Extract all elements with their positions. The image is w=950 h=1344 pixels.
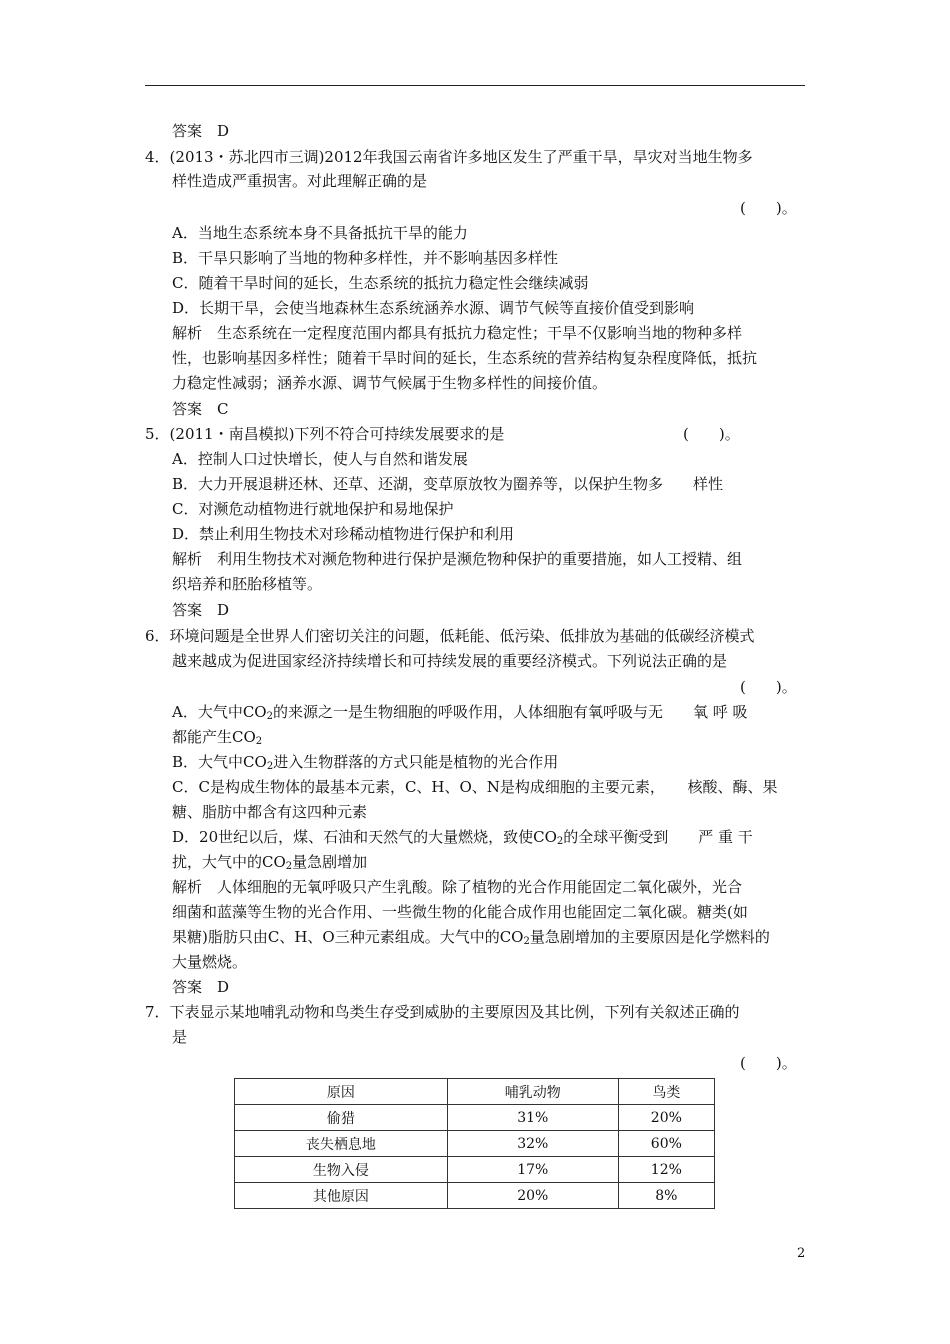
table-row [235,1157,715,1183]
q5-answer-blank: ( )。 [683,425,740,443]
table-cell: 其他原因 [235,1183,448,1209]
q6-option-c-line2: 糖、脂肪中都含有这四种元素 [172,803,368,821]
header-rule [145,85,805,86]
q6-option-d-line2: 扰，大气中的$CO_2$量急剧增加 [172,853,368,872]
table-header-cell: 鸟类 [618,1079,714,1105]
table-row [235,1131,715,1157]
table-row [235,1105,715,1131]
q4-analysis-line1: 解析 生态系统在一定程度范围内都具有抵抗力稳定性；干旱不仅影响当地的物种多样 [172,324,743,342]
table-cell: 丧失栖息地 [235,1131,448,1157]
q6-analysis-line2: 细菌和蓝藻等生物的光合作用、一些微生物的化能合成作用也能固定二氧化碳。糖类(如 [172,903,748,921]
table-row [235,1183,715,1209]
table-cell: 偷猎 [235,1105,448,1131]
q4-analysis-line3: 力稳定性减弱；涵养水源、调节气候属于生物多样性的间接价值。 [172,374,608,392]
table-cell: 17% [447,1157,618,1183]
page-number: 2 [797,1246,806,1261]
q4-answer-blank: ( )。 [740,199,797,217]
table-header-row [235,1079,715,1105]
q3-answer: 答案 D [172,122,230,140]
q7-answer-blank: ( )。 [740,1054,797,1072]
table-cell: 生物入侵 [235,1157,448,1183]
table-cell: 20% [447,1183,618,1209]
q4-option-d: D．长期干旱，会使当地森林生态系统涵养水源、调节气候等直接价值受到影响 [172,299,695,317]
q7-stem-line1: 7．下表显示某地哺乳动物和鸟类生存受到威胁的主要原因及其比例，下列有关叙述正确的 [145,1003,740,1021]
q6-stem-line2: 越来越成为促进国家经济持续增长和可持续发展的重要经济模式。下列说法正确的是 [172,652,728,670]
table-cell: 32% [447,1131,618,1157]
table-cell: 31% [447,1105,618,1131]
table-header-cell: 哺乳动物 [447,1079,618,1105]
q5-analysis-line2: 织培养和胚胎移植等。 [172,575,323,593]
table-cell: 12% [618,1157,714,1183]
q5-option-b: B．大力开展退耕还林、还草、还湖，变草原放牧为圈养等，以保护生物多 样性 [172,475,724,493]
q4-option-c: C．随着干旱时间的延长，生态系统的抵抗力稳定性会继续减弱 [172,274,589,292]
q6-answer: 答案 D [172,978,230,996]
table-cell: 20% [618,1105,714,1131]
q6-stem-line1: 6．环境问题是全世界人们密切关注的问题，低耗能、低污染、低排放为基础的低碳经济模式 [145,627,755,645]
q5-analysis-line1: 解析 利用生物技术对濒危物种进行保护是濒危物种保护的重要措施，如人工授精、组 [172,550,743,568]
q5-answer: 答案 D [172,601,230,619]
q5-option-c: C．对濒危动植物进行就地保护和易地保护 [172,500,454,518]
q6-option-b: B．大气中$CO_2$进入生物群落的方式只能是植物的光合作用 [172,753,559,772]
table-cell: 8% [618,1183,714,1209]
q6-option-a-line2: 都能产生$CO_2$ [172,728,263,747]
q7-stem-line2: 是 [172,1028,188,1046]
table-cell: 60% [618,1131,714,1157]
q5-option-d: D．禁止利用生物技术对珍稀动植物进行保护和利用 [172,525,515,543]
q6-option-d-line1: D．20世纪以后，煤、石油和天然气的大量燃烧，致使$CO_2$的全球平衡受到 严 重 干 [172,828,753,847]
threat-table [234,1078,715,1209]
q6-analysis-line1: 解析 人体细胞的无氧呼吸只产生乳酸。除了植物的光合作用能固定二氧化碳外，光合 [172,878,743,896]
q5-option-a: A．控制人口过快增长，使人与自然和谐发展 [172,450,468,468]
q4-analysis-line2: 性，也影响基因多样性；随着干旱时间的延长，生态系统的营养结构复杂程度降低，抵抗 [172,349,758,367]
q6-analysis-line4: 大量燃烧。 [172,953,248,971]
q4-option-b: B．干旱只影响了当地的物种多样性，并不影响基因多样性 [172,249,559,267]
q4-option-a: A．当地生态系统本身不具备抵抗干旱的能力 [172,224,468,242]
q5-stem: 5．(2011・南昌模拟)下列不符合可持续发展要求的是 [145,425,505,443]
q4-stem-line2: 样性造成严重损害。对此理解正确的是 [172,172,428,190]
q6-analysis-line3: 果糖)脂肪只由C、H、O三种元素组成。大气中的$CO_2$量急剧增加的主要原因是化学燃料的 [172,928,770,947]
q4-stem-line1: 4．(2013・苏北四市三调)2012年我国云南省许多地区发生了严重干旱，旱灾对当地生物多 [145,148,753,166]
q6-option-a-line1: A．大气中$CO_2$的来源之一是生物细胞的呼吸作用，人体细胞有氧呼吸与无 氧 呼 吸 [172,703,748,722]
q4-answer: 答案 C [172,400,229,418]
q6-answer-blank: ( )。 [740,678,797,696]
q6-option-c-line1: C．C是构成生物体的最基本元素，C、H、O、N是构成细胞的主要元素， 核酸、酶、果 [172,778,778,796]
table-header-cell: 原因 [235,1079,448,1105]
